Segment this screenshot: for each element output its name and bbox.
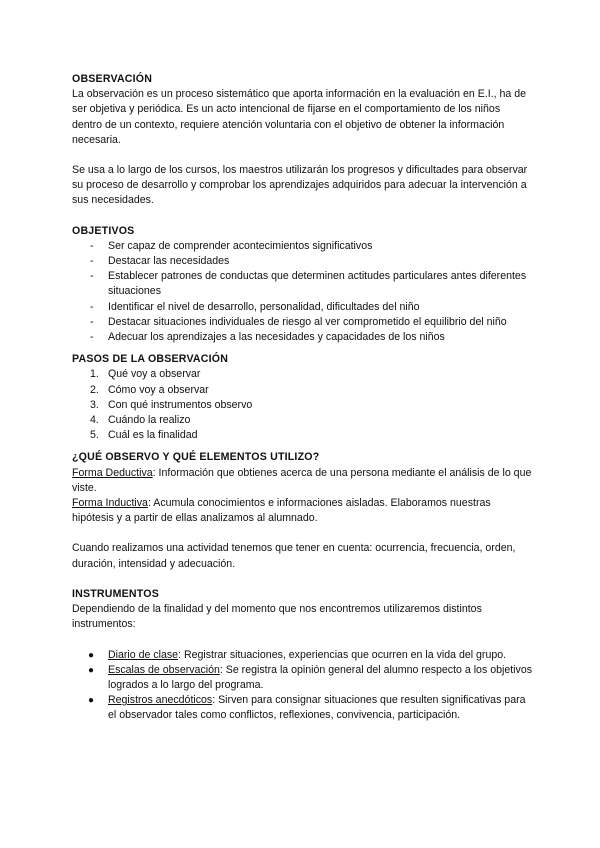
section-title-objetivos: OBJETIVOS [72, 224, 135, 237]
dash-marker: - [90, 315, 94, 328]
forma-deductiva-paragraph: Forma Deductiva: Información que obtienes acerca de una persona mediante el análisis de lo que viste. [72, 466, 532, 494]
list-item: - Destacar situaciones individuales de riesgo al ver comprometido el equilibrio del niño [72, 315, 532, 330]
forma-inductiva-paragraph: Forma Inductiva: Acumula conocimientos e informaciones aisladas. Elaboramos nuestras hipótesis y a partir de ellas analizamos al alumnado. [72, 497, 491, 525]
list-item: 1. Qué voy a observar [90, 368, 201, 381]
dash-marker: - [90, 239, 94, 252]
list-item: - Establecer patrones de conductas que determinen actitudes particulares antes diferentes situaciones [90, 270, 527, 298]
bullet-icon: ● [88, 649, 95, 661]
dash-marker: - [90, 300, 94, 313]
list-item: 2. Cómo voy a observar [90, 383, 209, 396]
list-item: - Ser capaz de comprender acontecimientos significativos [72, 239, 532, 254]
instrumentos-intro: Dependiendo de la finalidad y del momento que nos encontremos utilizaremos distintos instrumentos: [72, 603, 482, 631]
bullet-icon: ● [88, 695, 95, 707]
list-item: - Identificar el nivel de desarrollo, personalidad, dificultades del niño [72, 300, 532, 315]
dash-marker: - [90, 255, 94, 268]
bullet-icon: ● [88, 664, 95, 676]
forma-deductiva-label: Forma Deductiva [72, 466, 153, 479]
objetivos-list [72, 239, 532, 345]
list-item: - Destacar las necesidades [72, 254, 532, 269]
list-item: ● Escalas de observación: Se registra la opinión general del alumno respecto a los objetivos logrados a lo largo del programa. [88, 663, 533, 691]
list-item: 5. Cuál es la finalidad [90, 429, 198, 442]
list-item: - Adecuar los aprendizajes a las necesidades y capacidades de los niños [72, 330, 532, 345]
dash-marker: - [90, 331, 94, 344]
dash-marker: - [90, 270, 94, 283]
section-title-que-observo: ¿QUÉ OBSERVO Y QUÉ ELEMENTOS UTILIZO? [72, 451, 320, 464]
section-title-observacion: OBSERVACIÓN [72, 73, 153, 85]
forma-inductiva-label: Forma Inductiva [72, 497, 148, 510]
pasos-list [72, 367, 532, 443]
section-title-instrumentos: INSTRUMENTOS [72, 587, 159, 600]
section-title-pasos: PASOS DE LA OBSERVACIÓN [72, 353, 229, 366]
instrumentos-list [72, 648, 532, 724]
list-item: ● Registros anecdóticos: Sirven para consignar situaciones que resulten significativas para el observador tales como conflictos, reflexiones, convivencia, participación. [88, 694, 526, 722]
list-item: 3. Con qué instrumentos observo [90, 398, 253, 411]
observacion-paragraph-2: Se usa a lo largo de los cursos, los maestros utilizarán los progresos y dificultades para observar su proceso de desarrollo y comprobar los aprendizajes adquiridos para adecuar la intervención a sus necesidades. [72, 164, 528, 207]
document-page [72, 72, 532, 724]
list-item: ● Diario de clase: Registrar situaciones, experiencias que ocurren en la vida del grupo. [72, 648, 532, 663]
observacion-paragraph-1: La observación es un proceso sistemático que aporta información en la evaluación en E.I., ha de ser objetiva y periódica. Es un acto intencional de fijarse en el comportamiento de los niños dentro de un contexto, requiere atención voluntaria con el objetivo de obtener la información necesaria. [72, 88, 527, 146]
actividad-paragraph: Cuando realizamos una actividad tenemos que tener en cuenta: ocurrencia, frecuencia, orden, duración, intensidad y adecuación. [72, 542, 516, 570]
list-item: 4. Cuándo la realizo [90, 414, 191, 427]
